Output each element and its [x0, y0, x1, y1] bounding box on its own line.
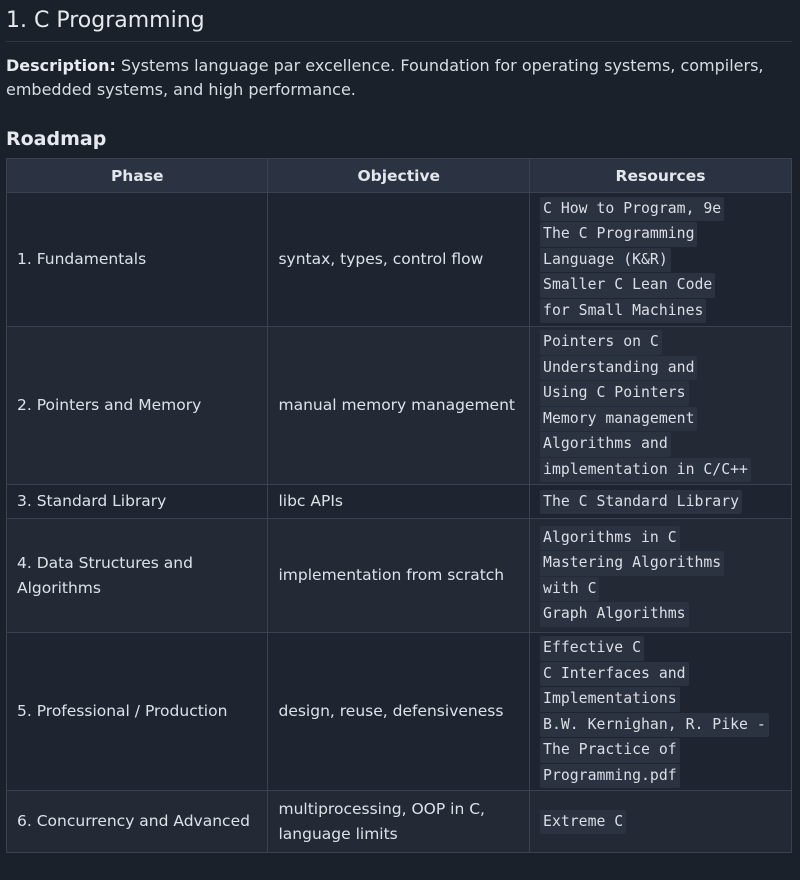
resource-line: Implementations — [540, 687, 680, 712]
cell-phase: 6. Concurrency and Advanced — [7, 791, 268, 853]
resource-line: with C — [540, 577, 599, 602]
resource-line: Graph Algorithms — [540, 602, 689, 627]
cell-objective: design, reuse, defensiveness — [268, 633, 530, 791]
resource-line: Mastering Algorithms — [540, 551, 724, 576]
resource-line: Extreme C — [540, 810, 626, 835]
header-phase: Phase — [7, 159, 268, 193]
cell-resources — [530, 633, 792, 791]
roadmap-heading: Roadmap — [6, 128, 107, 150]
roadmap-table — [6, 158, 792, 853]
resource-line: The C Programming — [540, 222, 697, 247]
table-row — [7, 519, 792, 633]
resource-line: Language (K&R) — [540, 248, 671, 273]
cell-resources — [530, 791, 792, 853]
cell-resources — [530, 327, 792, 485]
resource-line: Pointers on C — [540, 330, 662, 355]
cell-phase: 1. Fundamentals — [7, 193, 268, 327]
description-label: Description: — [6, 56, 116, 75]
cell-objective: manual memory management — [268, 327, 530, 485]
resource-line: Using C Pointers — [540, 381, 689, 406]
table-row — [7, 485, 792, 519]
cell-phase: 3. Standard Library — [7, 485, 268, 519]
cell-objective: implementation from scratch — [268, 519, 530, 633]
cell-phase: 4. Data Structures and Algorithms — [7, 519, 268, 633]
resource-line: Algorithms and — [540, 432, 671, 457]
table-row — [7, 327, 792, 485]
table-header-row — [7, 159, 792, 193]
resource-line: C Interfaces and — [540, 662, 689, 687]
header-resources: Resources — [530, 159, 792, 193]
resource-line: B.W. Kernighan, R. Pike - — [540, 713, 769, 738]
cell-resources — [530, 485, 792, 519]
resource-line: Understanding and — [540, 356, 697, 381]
cell-phase: 2. Pointers and Memory — [7, 327, 268, 485]
resource-line: implementation in C/C++ — [540, 458, 751, 483]
resource-line: The C Standard Library — [540, 490, 742, 515]
resource-line: Programming.pdf — [540, 764, 680, 789]
cell-objective: multiprocessing, OOP in C, language limits — [268, 791, 530, 853]
resource-line: Algorithms in C — [540, 526, 680, 551]
cell-phase: 5. Professional / Production — [7, 633, 268, 791]
cell-objective: syntax, types, control flow — [268, 193, 530, 327]
resource-line: Smaller C Lean Code — [540, 273, 715, 298]
cell-resources — [530, 519, 792, 633]
header-objective: Objective — [268, 159, 530, 193]
page-title: 1. C Programming — [6, 0, 792, 42]
description-text: Systems language par excellence. Foundation for operating systems, compilers, embedded systems, and high performance. — [6, 56, 764, 99]
resource-line: Memory management — [540, 407, 697, 432]
resource-line: The Practice of — [540, 738, 680, 763]
resource-line: for Small Machines — [540, 299, 706, 324]
table-row — [7, 633, 792, 791]
description — [6, 54, 794, 102]
table-row — [7, 193, 792, 327]
table-row — [7, 791, 792, 853]
cell-resources — [530, 193, 792, 327]
resource-line: C How to Program, 9e — [540, 197, 724, 222]
resource-line: Effective C — [540, 636, 644, 661]
cell-objective: libc APIs — [268, 485, 530, 519]
